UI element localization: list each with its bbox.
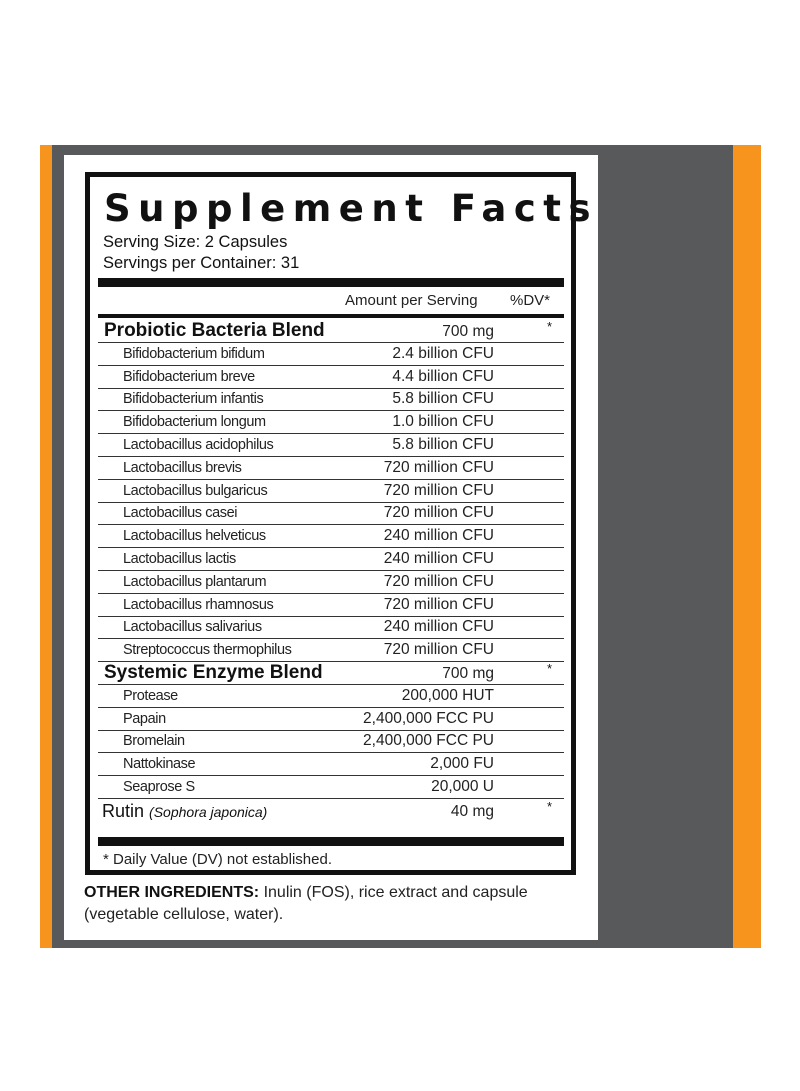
other-ingredients-label: OTHER INGREDIENTS: <box>84 884 260 901</box>
ingredient-amount: 2,400,000 FCC PU <box>363 732 494 750</box>
orange-stripe-right <box>733 145 761 948</box>
rutin-label: Rutin <box>102 800 145 821</box>
ingredient-name: Nattokinase <box>123 756 196 773</box>
ingredient-name: Lactobacillus rhamnosus <box>123 596 274 613</box>
thick-divider-top <box>98 278 564 287</box>
ingredient-name: Lactobacillus lactis <box>123 551 236 567</box>
header-daily-value: %DV* <box>510 292 551 309</box>
ingredient-amount: 4.4 billion CFU <box>392 367 494 385</box>
serving-size: Serving Size: 2 Capsules <box>103 233 288 251</box>
ingredient-row <box>98 434 564 457</box>
panel-title: Supplement Facts <box>104 187 599 230</box>
ingredient-name: Bifidobacterium breve <box>123 368 255 385</box>
thick-divider-bottom <box>98 837 564 846</box>
daily-value-footnote: * Daily Value (DV) not established. <box>103 851 332 868</box>
blend-amount: 700 mg <box>442 323 494 340</box>
ingredient-row <box>98 548 564 571</box>
ingredient-name: Lactobacillus plantarum <box>123 573 267 590</box>
ingredient-amount: 2.4 billion CFU <box>392 344 494 362</box>
ingredient-name: Protease <box>123 687 178 704</box>
header-amount-per-serving: Amount per Serving <box>345 292 478 309</box>
ingredient-row <box>98 753 564 776</box>
rutin-row <box>98 800 564 823</box>
ingredient-name: Bifidobacterium bifidum <box>123 345 265 362</box>
rutin-dv: * <box>546 798 552 814</box>
blend-dv: * <box>546 661 552 676</box>
other-ingredients <box>84 882 594 926</box>
ingredient-row <box>98 388 564 411</box>
ingredient-name: Seaprose S <box>123 779 195 795</box>
ingredient-name: Lactobacillus helveticus <box>123 528 266 545</box>
ingredient-name: Bifidobacterium longum <box>123 414 266 431</box>
ingredient-amount: 240 million CFU <box>383 550 494 567</box>
medium-divider <box>98 314 564 318</box>
blend-name: Probiotic Bacteria Blend <box>104 320 325 341</box>
ingredient-row <box>98 639 564 662</box>
ingredient-amount: 720 million CFU <box>383 595 494 613</box>
ingredient-amount: 720 million CFU <box>383 458 494 476</box>
ingredient-name: Lactobacillus bulgaricus <box>123 482 268 499</box>
ingredient-row <box>98 343 564 366</box>
ingredient-row <box>98 571 564 594</box>
ingredient-amount: 2,000 FU <box>430 755 494 773</box>
ingredient-row <box>98 502 564 525</box>
rutin-amount: 40 mg <box>450 802 494 820</box>
ingredient-row <box>98 708 564 731</box>
ingredient-row <box>98 366 564 389</box>
ingredient-row <box>98 480 564 503</box>
other-ingredients-text: Inulin (FOS), rice extract and capsule (vegetable cellulose, water). <box>84 884 528 923</box>
ingredient-name: Lactobacillus casei <box>123 505 238 522</box>
ingredient-name: Lactobacillus acidophilus <box>123 437 274 453</box>
ingredient-amount: 20,000 U <box>431 778 494 795</box>
supplement-facts-panel <box>85 172 599 875</box>
ingredient-amount: 2,400,000 FCC PU <box>363 709 494 727</box>
ingredient-amount: 200,000 HUT <box>401 686 494 704</box>
ingredient-amount: 240 million CFU <box>383 618 494 636</box>
ingredient-amount: 720 million CFU <box>383 481 494 499</box>
ingredient-name: Bifidobacterium infantis <box>123 391 264 408</box>
blend-name: Systemic Enzyme Blend <box>104 662 323 683</box>
ingredient-amount: 240 million CFU <box>383 527 494 545</box>
ingredient-amount: 720 million CFU <box>383 504 494 522</box>
orange-stripe-left <box>40 145 52 948</box>
ingredient-row <box>98 411 564 434</box>
ingredient-amount: 1.0 billion CFU <box>392 413 494 431</box>
blend-amount: 700 mg <box>442 665 494 682</box>
servings-per-container: Servings per Container: 31 <box>103 254 300 272</box>
ingredient-row <box>98 594 564 617</box>
ingredient-amount: 5.8 billion CFU <box>392 390 494 408</box>
rutin-source: (Sophora japonica) <box>149 803 268 820</box>
blend-dv: * <box>546 319 552 334</box>
blend-row <box>98 662 564 685</box>
ingredient-amount: 5.8 billion CFU <box>392 436 494 453</box>
ingredient-row <box>98 616 564 639</box>
ingredient-row <box>98 457 564 480</box>
ingredient-name: Lactobacillus salivarius <box>123 619 262 636</box>
rutin-name <box>102 800 267 823</box>
ingredient-row <box>98 685 564 708</box>
ingredient-amount: 720 million CFU <box>383 641 494 659</box>
ingredient-row <box>98 730 564 753</box>
blend-row <box>98 320 564 343</box>
ingredient-row <box>98 776 564 799</box>
ingredient-name: Lactobacillus brevis <box>123 459 242 476</box>
ingredient-amount: 720 million CFU <box>383 572 494 590</box>
ingredient-name: Bromelain <box>123 733 185 750</box>
ingredient-name: Streptococcus thermophilus <box>123 642 292 659</box>
ingredient-row <box>98 525 564 548</box>
ingredient-name: Papain <box>123 710 166 727</box>
